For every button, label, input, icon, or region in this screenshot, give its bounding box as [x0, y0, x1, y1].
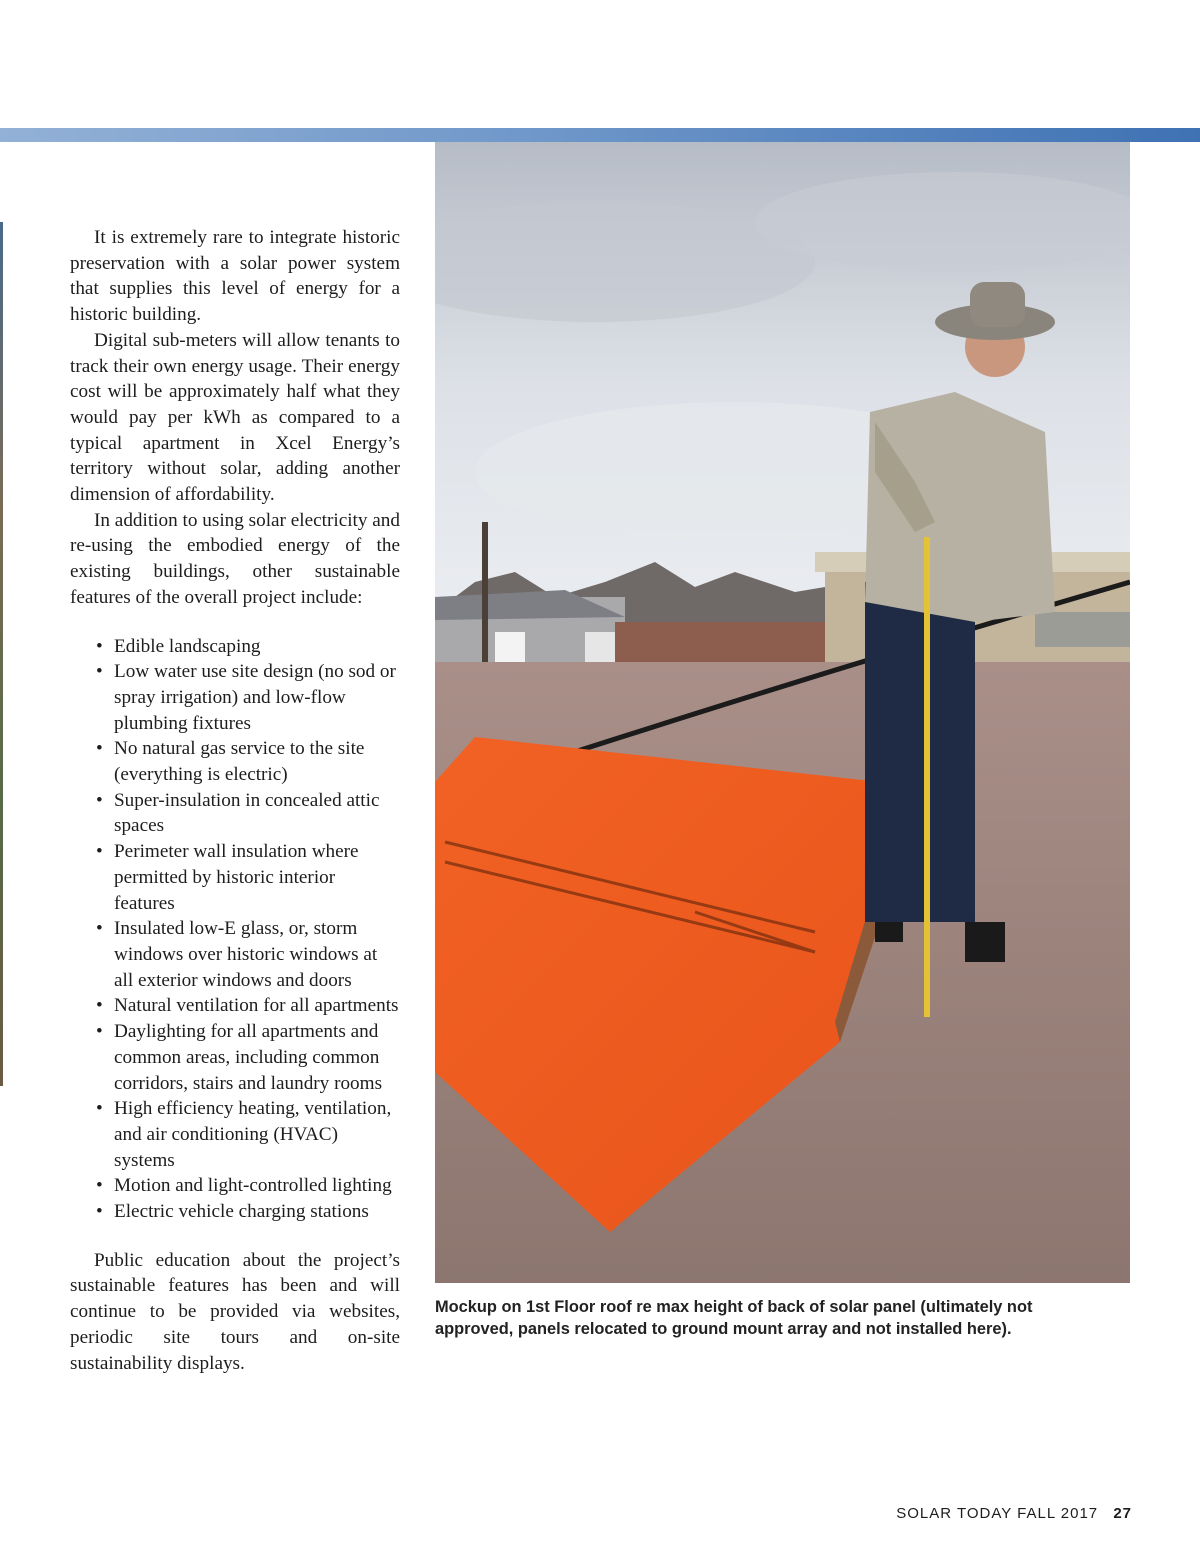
bullet-icon: • [96, 918, 103, 940]
page-footer [896, 1505, 1132, 1522]
list-item: • Motion and light-controlled lighting [70, 1173, 400, 1199]
utility-pole [482, 522, 488, 682]
previous-page-image-edge [0, 222, 3, 1086]
page-number: 27 [1113, 1505, 1132, 1522]
article-paragraph: In addition to using solar electricity and re-using the embodied energy of the existing buildings, other sustainable features of the overall project include: [70, 509, 400, 608]
publication-name: SOLAR TODAY FALL 2017 [896, 1505, 1099, 1522]
tape-measure [924, 537, 930, 1017]
header-color-band [0, 128, 1200, 142]
rooftop-mockup-photo [435, 142, 1130, 1283]
bullet-icon: • [96, 1201, 103, 1223]
bullet-icon: • [96, 1098, 103, 1120]
list-item: • Insulated low-E glass, or, storm windows over historic windows at all exterior windows and doors [96, 918, 378, 991]
bullet-icon: • [96, 841, 103, 863]
list-item: • Perimeter wall insulation where permitted by historic interior features [96, 841, 359, 914]
bullet-icon: • [96, 995, 103, 1017]
bullet-icon: • [96, 1021, 103, 1043]
article-paragraph: It is extremely rare to integrate historic preservation with a solar power system that supplies this level of energy for a historic building. [70, 227, 400, 326]
bullet-icon: • [96, 1175, 103, 1197]
bullet-icon: • [96, 789, 103, 811]
list-item: • Natural ventilation for all apartments [70, 993, 400, 1019]
list-item: • High efficiency heating, ventilation, and air conditioning (HVAC) systems [96, 1098, 392, 1171]
article-paragraph: Digital sub-meters will allow tenants to track their own energy usage. Their energy cost will be approximately half what they would pay per kWh as compared to a typical apartment in Xcel Energy’s territory without solar, adding another dimension of affordability. [70, 329, 400, 506]
bullet-icon: • [96, 635, 103, 657]
list-item: • Low water use site design (no sod or spray irrigation) and low-flow plumbing fixtures [96, 661, 396, 734]
list-item: • Electric vehicle charging stations [70, 1199, 400, 1225]
bullet-icon: • [96, 661, 103, 683]
list-item: • No natural gas service to the site (everything is electric) [96, 738, 365, 786]
list-item: • Daylighting for all apartments and common areas, including common corridors, stairs and laundry rooms [96, 1021, 383, 1094]
closing-paragraph: Public education about the project’s sustainable features has been and will continue to be provided via websites, periodic site tours and on-site sustainability displays. [70, 1249, 400, 1374]
features-list [70, 634, 400, 1225]
list-item: • Edible landscaping [70, 634, 400, 660]
bullet-icon: • [96, 738, 103, 760]
photo-caption: Mockup on 1st Floor roof re max height of back of solar panel (ultimately not approved, panels relocated to ground mount array and not installed here). [435, 1298, 1033, 1338]
article-text-column [70, 225, 400, 1376]
list-item: • Super-insulation in concealed attic spaces [96, 789, 380, 837]
